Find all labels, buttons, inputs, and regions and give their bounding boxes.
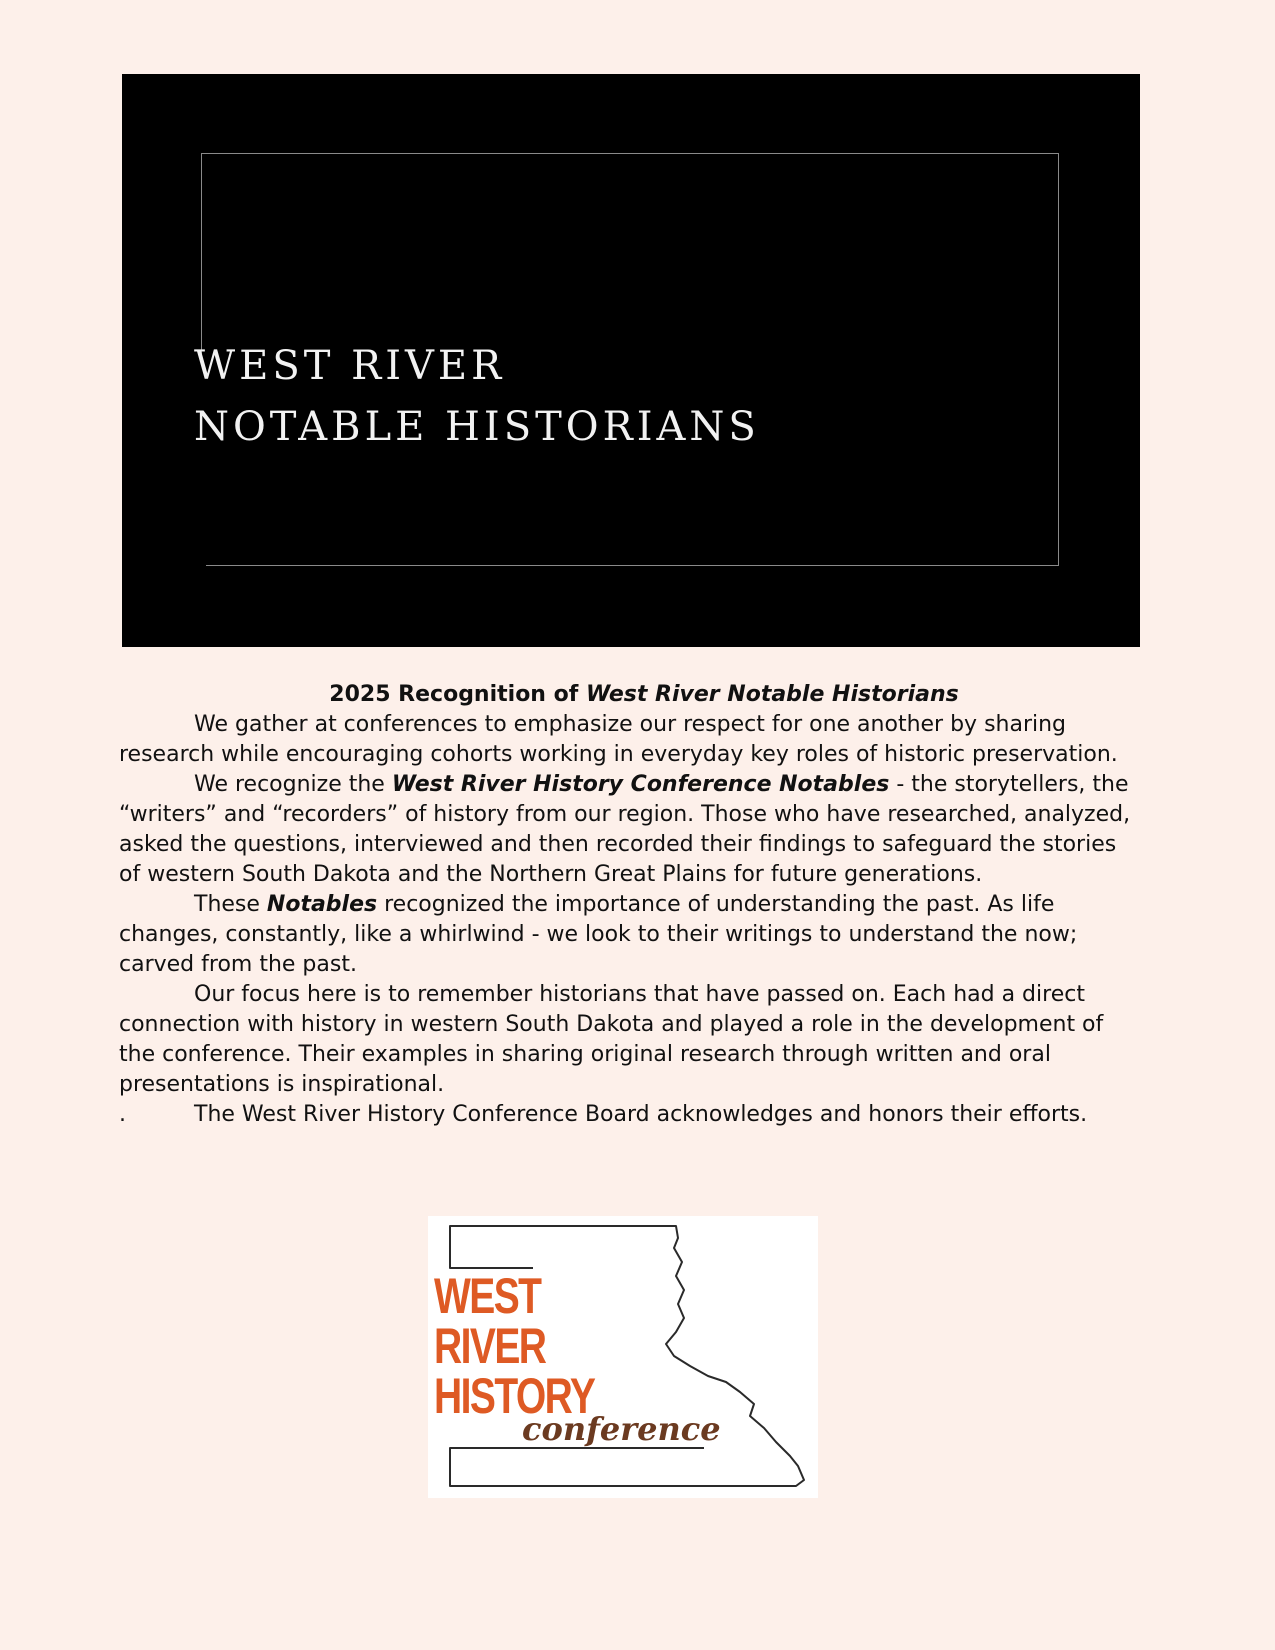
- banner-title-line-1: WEST RIVER: [194, 343, 506, 389]
- heading-italic-text: West River Notable Historians: [585, 682, 959, 707]
- paragraph-1-text: We gather at conferences to emphasize our respect for one another by sharing research while encouraging cohorts working in everyday key roles of historic preservation.: [119, 712, 1118, 767]
- paragraph-5-text: The West River History Conference Board acknowledges and honors their efforts.: [194, 1102, 1088, 1127]
- logo-line-2: RIVER: [434, 1318, 546, 1374]
- paragraph-3-suffix: recognized the importance of understanding the past. As life changes, constantly, like a whirlwind - we look to their writings to understand the now; carved from the past.: [119, 892, 1078, 977]
- logo-line-3: HISTORY: [434, 1368, 595, 1424]
- logo-wordmark: [434, 1268, 595, 1424]
- document-body: [119, 680, 1139, 1130]
- logo-line-1: WEST: [434, 1268, 541, 1324]
- paragraph-5-bullet: .: [119, 1102, 126, 1127]
- paragraph-1: [119, 710, 1139, 770]
- paragraph-4: [119, 980, 1139, 1100]
- title-banner: [122, 74, 1140, 647]
- paragraph-3-emphasis: Notables: [266, 892, 378, 917]
- paragraph-2-suffix: - the storytellers, the “writers” and “recorders” of history from our region. Those who have researched, analyzed, asked the questions, interviewed and then recorded their findings to safeguard the stories of western South Dakota and the Northern Great Plains for future generations.: [119, 772, 1131, 887]
- paragraph-3-prefix: These: [194, 892, 267, 917]
- paragraph-2-prefix: We recognize the: [194, 772, 392, 797]
- logo-script: conference: [522, 1410, 721, 1448]
- paragraph-2-emphasis: West River History Conference Notables: [391, 772, 890, 797]
- banner-title: [194, 336, 760, 458]
- heading-text: 2025 Recognition of: [329, 682, 586, 707]
- paragraph-3: [119, 890, 1139, 980]
- document-heading: [149, 680, 1139, 710]
- banner-title-line-2: NOTABLE HISTORIANS: [194, 404, 760, 450]
- paragraph-4-text: Our focus here is to remember historians that have passed on. Each had a direct connection with history in western South Dakota and played a role in the development of the conference. Their examples in sharing original research through written and oral presentations is inspirational.: [119, 982, 1104, 1097]
- paragraph-5: [119, 1100, 1139, 1130]
- paragraph-2: [119, 770, 1139, 890]
- conference-logo: [428, 1216, 818, 1498]
